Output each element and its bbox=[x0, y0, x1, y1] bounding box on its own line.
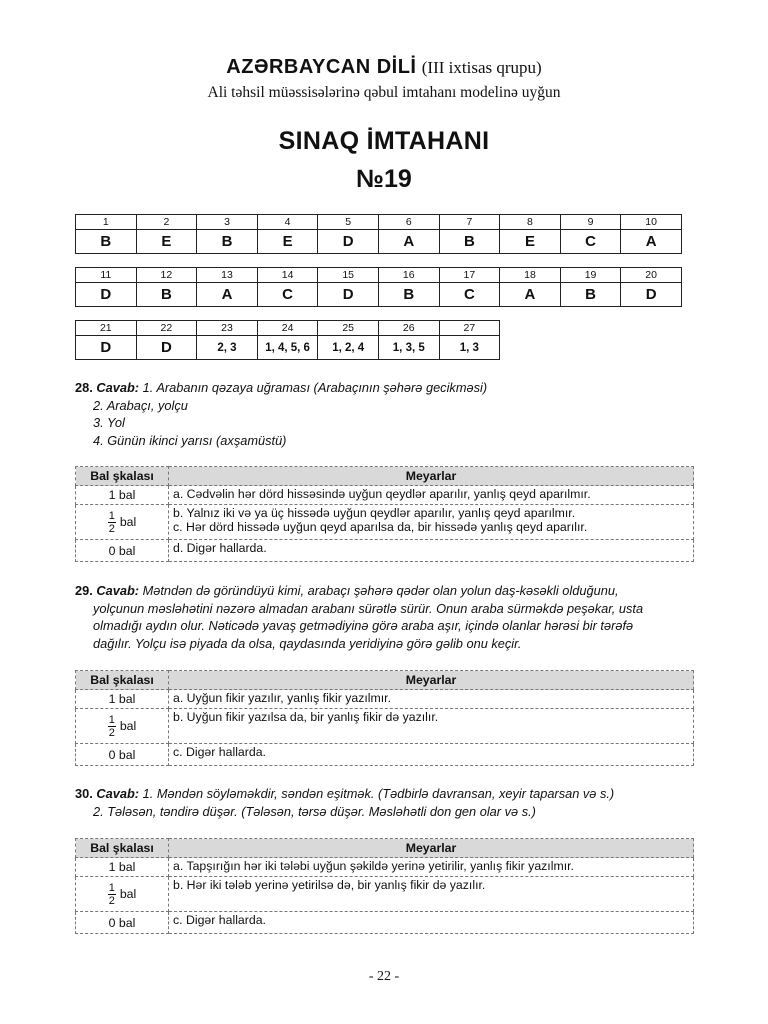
answer-number-cell: 21 bbox=[76, 321, 137, 336]
answer-number-cell: 5 bbox=[318, 215, 379, 230]
score-cell: 0 bal bbox=[76, 912, 169, 934]
score-scale-header: Bal şkalası bbox=[76, 467, 169, 486]
answer-number-cell: 10 bbox=[621, 215, 682, 230]
answer-number-cell: 12 bbox=[136, 268, 197, 283]
answer-value-cell: D bbox=[76, 283, 137, 307]
answer-value-cell: B bbox=[378, 283, 439, 307]
criteria-row bbox=[76, 912, 694, 934]
answer-value-cell: A bbox=[621, 230, 682, 254]
criteria-cell: a. Tapşırığın hər iki tələbi uyğun şəkildə yerinə yetirilir, yanlış fikir yazılmır. bbox=[169, 858, 694, 877]
answer-key-table-3 bbox=[75, 320, 500, 360]
criteria-line: c. Hər dörd hissədə uyğun qeyd aparılsa da, bir hissədə yanlış qeyd aparılır. bbox=[173, 520, 588, 534]
criteria-cell: c. Digər hallarda. bbox=[169, 744, 694, 766]
answer-text: Mətndən də göründüyü kimi, arabaçı şəhərə qədər olan yolun daş-kəsəkli olduğunu, bbox=[142, 583, 619, 598]
answer-number-cell: 17 bbox=[439, 268, 500, 283]
score-cell: 1 bal bbox=[76, 486, 169, 505]
score-scale-header: Bal şkalası bbox=[76, 671, 169, 690]
answer-line bbox=[75, 379, 487, 397]
criteria-table-28 bbox=[75, 466, 694, 562]
criteria-row bbox=[76, 877, 694, 912]
answer-label: Cavab: bbox=[96, 583, 140, 598]
answer-label: Cavab: bbox=[96, 786, 140, 801]
answer-numbers-row bbox=[76, 215, 682, 230]
criteria-line: b. Yalnız iki və ya üç hissədə uyğun qeydlər aparılır, yanlış qeyd aparılmır. bbox=[173, 506, 576, 520]
answer-value-cell: A bbox=[197, 283, 258, 307]
criteria-row bbox=[76, 505, 694, 540]
answer-value-cell: D bbox=[318, 230, 379, 254]
score-scale-header: Bal şkalası bbox=[76, 839, 169, 858]
criteria-table-30 bbox=[75, 838, 694, 934]
criteria-header: Meyarlar bbox=[169, 467, 694, 486]
answer-number-cell: 2 bbox=[136, 215, 197, 230]
criteria-cell bbox=[169, 505, 694, 540]
answer-line: 2. Tələsən, təndirə düşər. (Tələsən, tərsə düşər. Məsləhətli don gen olar və s.) bbox=[93, 803, 536, 819]
answer-value-cell: E bbox=[500, 230, 561, 254]
question-number: 28. bbox=[75, 380, 93, 395]
answer-value-cell: D bbox=[318, 283, 379, 307]
answer-number-cell: 22 bbox=[136, 321, 197, 336]
answer-number-cell: 19 bbox=[560, 268, 621, 283]
criteria-row bbox=[76, 690, 694, 709]
answer-text: 1. Məndən söyləməkdir, səndən eşitmək. (Tədbirlə davransan, xeyir taparsan və s.) bbox=[142, 786, 615, 801]
half-fraction: $\frac{1}{2}$ bbox=[108, 713, 115, 739]
answer-number-cell: 1 bbox=[76, 215, 137, 230]
answer-value-cell: 1, 2, 4 bbox=[318, 336, 379, 360]
answer-number-cell: 8 bbox=[500, 215, 561, 230]
answer-number-cell: 23 bbox=[197, 321, 258, 336]
answer-number-cell: 18 bbox=[500, 268, 561, 283]
question-29-answer bbox=[75, 582, 643, 652]
criteria-cell: a. Cədvəlin hər dörd hissəsində uyğun qeydlər aparılır, yanlış qeyd aparılmır. bbox=[169, 486, 694, 505]
answer-number-cell: 6 bbox=[378, 215, 439, 230]
answer-value-cell: D bbox=[621, 283, 682, 307]
answer-values-row bbox=[76, 283, 682, 307]
answer-value-cell: B bbox=[439, 230, 500, 254]
answer-value-cell: B bbox=[560, 283, 621, 307]
question-28-answer bbox=[75, 379, 487, 449]
score-cell: 1 bal bbox=[76, 858, 169, 877]
answer-number-cell: 26 bbox=[378, 321, 439, 336]
subject-heading bbox=[0, 56, 768, 79]
answer-value-cell: 2, 3 bbox=[197, 336, 258, 360]
answer-number-cell: 27 bbox=[439, 321, 500, 336]
answer-number-cell: 25 bbox=[318, 321, 379, 336]
criteria-table-29 bbox=[75, 670, 694, 766]
score-cell: $\frac{1}{2}$ bal bbox=[76, 877, 169, 912]
answer-value-cell: B bbox=[136, 283, 197, 307]
answer-number-cell: 16 bbox=[378, 268, 439, 283]
answer-label: Cavab: bbox=[96, 380, 140, 395]
answer-values-row bbox=[76, 336, 500, 360]
answer-line: 4. Günün ikinci yarısı (axşamüstü) bbox=[93, 432, 287, 448]
subject-group: (III ixtisas qrupu) bbox=[421, 58, 542, 77]
criteria-cell: c. Digər hallarda. bbox=[169, 912, 694, 934]
score-cell: $\frac{1}{2}$ bal bbox=[76, 709, 169, 744]
answer-value-cell: B bbox=[197, 230, 258, 254]
answer-value-cell: 1, 3 bbox=[439, 336, 500, 360]
answer-number-cell: 14 bbox=[257, 268, 318, 283]
answer-key-table-2 bbox=[75, 267, 682, 307]
answer-numbers-row bbox=[76, 268, 682, 283]
criteria-header-row bbox=[76, 467, 694, 486]
criteria-header-row bbox=[76, 839, 694, 858]
answer-line: yolçunun məsləhətini nəzərə almadan arabanı sürətlə sürür. Onun araba sürməkdə peşəkar, usta bbox=[93, 600, 644, 616]
answer-numbers-row bbox=[76, 321, 500, 336]
subtitle: Ali təhsil müəssisələrinə qəbul imtahanı modelinə uyğun bbox=[207, 84, 561, 101]
answer-value-cell: C bbox=[439, 283, 500, 307]
answer-value-cell: 1, 4, 5, 6 bbox=[257, 336, 318, 360]
question-number: 29. bbox=[75, 583, 93, 598]
criteria-header-row bbox=[76, 671, 694, 690]
criteria-row bbox=[76, 709, 694, 744]
answer-key-table-1 bbox=[75, 214, 682, 254]
answer-line: 3. Yol bbox=[93, 415, 125, 430]
criteria-cell: b. Hər iki tələb yerinə yetirilsə də, bir yanlış fikir də yazılır. bbox=[169, 877, 694, 912]
answer-value-cell: B bbox=[76, 230, 137, 254]
criteria-header: Meyarlar bbox=[169, 671, 694, 690]
answer-number-cell: 15 bbox=[318, 268, 379, 283]
criteria-row bbox=[76, 540, 694, 562]
answer-number-cell: 3 bbox=[197, 215, 258, 230]
subject-name: AZƏRBAYCAN DİLİ bbox=[226, 56, 417, 78]
answer-number-cell: 13 bbox=[197, 268, 258, 283]
answer-value-cell: A bbox=[378, 230, 439, 254]
answer-number-cell: 11 bbox=[76, 268, 137, 283]
answer-line: olmadığı aydın olur. Nəticədə yavaş getmədiyinə görə araba aşır, içində olanlar hərəsi bir tərəfə bbox=[93, 618, 634, 633]
answer-number-cell: 9 bbox=[560, 215, 621, 230]
answer-values-row bbox=[76, 230, 682, 254]
score-cell: 0 bal bbox=[76, 540, 169, 562]
answer-value-cell: A bbox=[500, 283, 561, 307]
answer-number-cell: 7 bbox=[439, 215, 500, 230]
answer-line bbox=[75, 785, 614, 803]
half-fraction: $\frac{1}{2}$ bbox=[108, 881, 115, 907]
question-30-answer bbox=[75, 785, 614, 820]
answer-number-cell: 24 bbox=[257, 321, 318, 336]
score-cell: 0 bal bbox=[76, 744, 169, 766]
criteria-row bbox=[76, 858, 694, 877]
exam-number: №19 bbox=[356, 165, 412, 193]
criteria-cell: a. Uyğun fikir yazılır, yanlış fikir yazılmır. bbox=[169, 690, 694, 709]
question-number: 30. bbox=[75, 786, 93, 801]
answer-number-cell: 4 bbox=[257, 215, 318, 230]
answer-value-cell: C bbox=[257, 283, 318, 307]
score-cell: 1 bal bbox=[76, 690, 169, 709]
answer-number-cell: 20 bbox=[621, 268, 682, 283]
answer-line bbox=[75, 582, 643, 600]
answer-value-cell: C bbox=[560, 230, 621, 254]
criteria-row bbox=[76, 744, 694, 766]
answer-line: 2. Arabaçı, yolçu bbox=[93, 397, 188, 413]
answer-value-cell: E bbox=[136, 230, 197, 254]
page-title: SINAQ İMTAHANI bbox=[278, 127, 490, 155]
criteria-header: Meyarlar bbox=[169, 839, 694, 858]
half-fraction: $\frac{1}{2}$ bbox=[108, 509, 115, 535]
answer-value-cell: D bbox=[76, 336, 137, 360]
answer-line: dağılır. Yolçu isə piyada da olsa, qaydasında yeridiyinə görə gəlib onu keçir. bbox=[93, 635, 522, 651]
answer-value-cell: D bbox=[136, 336, 197, 360]
answer-text: 1. Arabanın qəzaya uğraması (Arabaçının şəhərə gecikməsi) bbox=[142, 380, 488, 395]
answer-value-cell: E bbox=[257, 230, 318, 254]
criteria-row bbox=[76, 486, 694, 505]
criteria-cell: d. Digər hallarda. bbox=[169, 540, 694, 562]
criteria-cell: b. Uyğun fikir yazılsa da, bir yanlış fikir də yazılır. bbox=[169, 709, 694, 744]
answer-value-cell: 1, 3, 5 bbox=[378, 336, 439, 360]
score-cell: $\frac{1}{2}$ bal bbox=[76, 505, 169, 540]
page-number: - 22 - bbox=[368, 969, 400, 984]
